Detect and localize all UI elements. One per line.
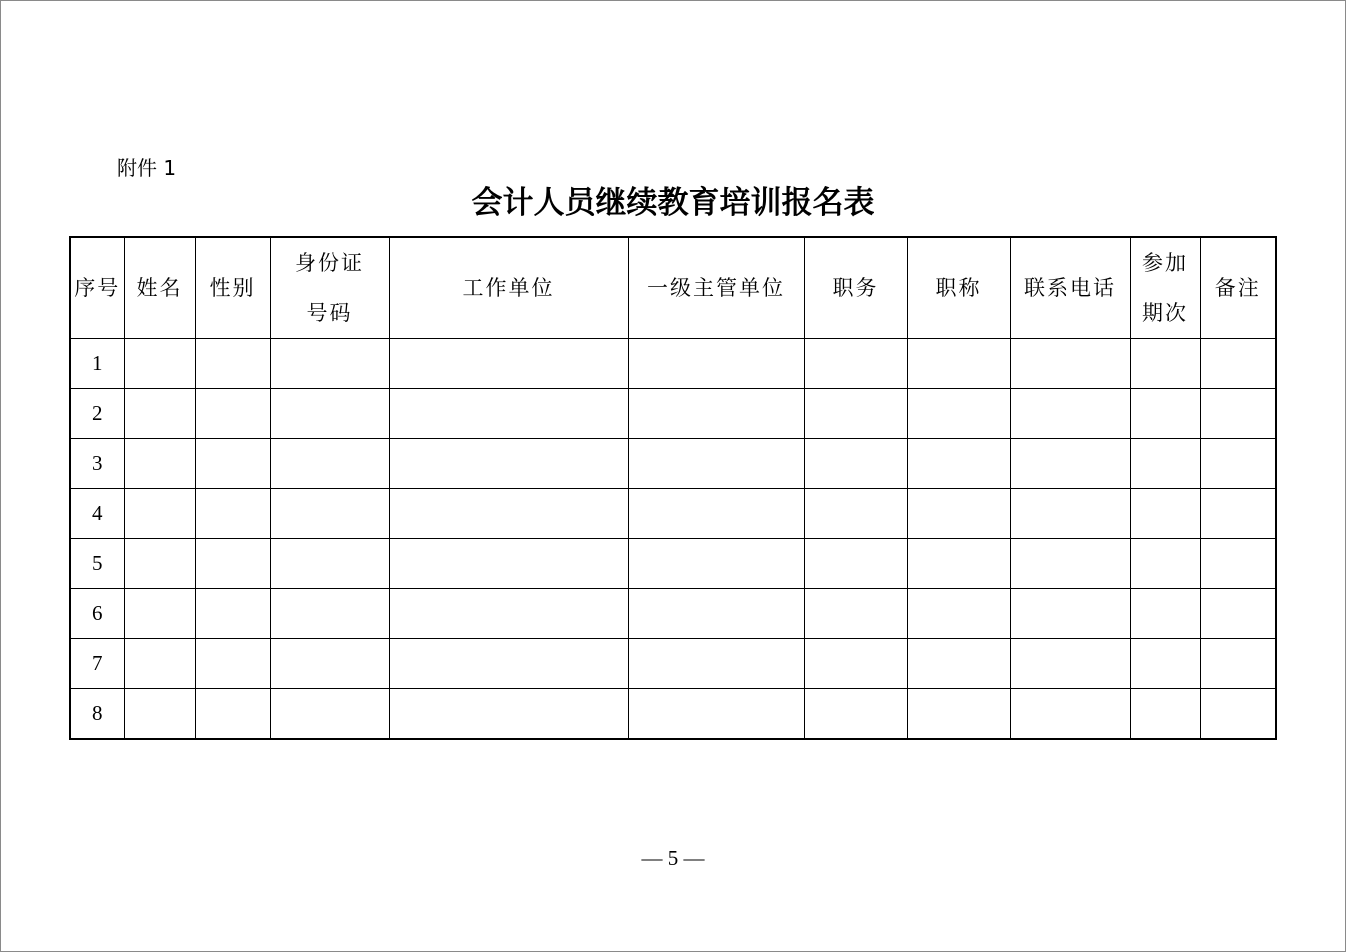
table-cell-position — [804, 439, 907, 489]
table-cell-professional-title — [907, 689, 1010, 740]
table-cell-employer — [389, 539, 628, 589]
table-cell-employer — [389, 589, 628, 639]
table-cell-supervisor — [628, 589, 804, 639]
table-cell-employer — [389, 389, 628, 439]
table-cell-employer — [389, 439, 628, 489]
column-header-label: 参加 — [1142, 251, 1188, 275]
table-cell-name — [124, 339, 195, 389]
table-cell-id-number — [270, 689, 389, 740]
page-title: 会计人员继续教育培训报名表 — [471, 185, 875, 221]
table-cell-gender — [195, 389, 270, 439]
table-cell-session — [1130, 439, 1200, 489]
column-header-label: 工作单位 — [462, 276, 555, 300]
table-cell-employer — [389, 639, 628, 689]
table-row — [70, 539, 1276, 589]
column-header-label: 一级主管单位 — [647, 276, 785, 300]
column-header-id-number — [270, 237, 389, 339]
column-header-employer — [389, 237, 628, 339]
table-cell-supervisor — [628, 639, 804, 689]
table-row — [70, 489, 1276, 539]
table-cell-professional-title — [907, 339, 1010, 389]
table-cell-gender — [195, 439, 270, 489]
page-number: — 5 — — [641, 846, 705, 870]
table-cell-professional-title — [907, 589, 1010, 639]
table-cell-professional-title — [907, 639, 1010, 689]
column-header-gender — [195, 237, 270, 339]
table-cell-id-number — [270, 339, 389, 389]
table-cell-remarks — [1200, 439, 1276, 489]
table-cell-gender — [195, 639, 270, 689]
row-number-cell: 7 — [70, 639, 124, 689]
table-cell-name — [124, 389, 195, 439]
table-cell-name — [124, 439, 195, 489]
table-cell-session — [1130, 489, 1200, 539]
table-body — [70, 339, 1276, 740]
table-row — [70, 639, 1276, 689]
table-cell-supervisor — [628, 689, 804, 740]
column-header-label: 期次 — [1142, 301, 1188, 325]
table-cell-phone — [1010, 489, 1130, 539]
table-cell-name — [124, 639, 195, 689]
table-cell-professional-title — [907, 489, 1010, 539]
table-cell-professional-title — [907, 389, 1010, 439]
column-header-label: 备注 — [1214, 276, 1261, 300]
attachment-label: 附件 1 — [117, 156, 177, 180]
table-row — [70, 339, 1276, 389]
table-cell-remarks — [1200, 389, 1276, 439]
table-cell-phone — [1010, 539, 1130, 589]
table-cell-remarks — [1200, 639, 1276, 689]
column-header-label: 身份证 — [295, 251, 364, 275]
table-cell-employer — [389, 689, 628, 740]
table-cell-id-number — [270, 539, 389, 589]
table-cell-session — [1130, 589, 1200, 639]
column-header-professional-title — [907, 237, 1010, 339]
table-cell-phone — [1010, 389, 1130, 439]
table-cell-professional-title — [907, 539, 1010, 589]
column-header-label: 职务 — [832, 276, 879, 300]
table-cell-session — [1130, 639, 1200, 689]
table-row — [70, 439, 1276, 489]
table-cell-name — [124, 589, 195, 639]
column-header-seq — [70, 237, 124, 339]
table-cell-gender — [195, 689, 270, 740]
table-cell-employer — [389, 339, 628, 389]
table-cell-supervisor — [628, 389, 804, 439]
table-cell-position — [804, 589, 907, 639]
table-cell-supervisor — [628, 439, 804, 489]
column-header-label: 职称 — [935, 276, 982, 300]
table-cell-phone — [1010, 689, 1130, 740]
column-header-supervisor — [628, 237, 804, 339]
column-header-session — [1130, 237, 1200, 339]
column-header-remarks — [1200, 237, 1276, 339]
table-cell-position — [804, 639, 907, 689]
table-cell-id-number — [270, 589, 389, 639]
row-number-cell: 4 — [70, 489, 124, 539]
table-cell-phone — [1010, 339, 1130, 389]
table-cell-session — [1130, 389, 1200, 439]
table-row — [70, 389, 1276, 439]
table-cell-session — [1130, 339, 1200, 389]
row-number-cell: 3 — [70, 439, 124, 489]
row-number-cell: 6 — [70, 589, 124, 639]
row-number-cell: 8 — [70, 689, 124, 740]
table-cell-position — [804, 689, 907, 740]
row-number-cell: 1 — [70, 339, 124, 389]
registration-table — [69, 236, 1277, 740]
column-header-phone — [1010, 237, 1130, 339]
table-cell-remarks — [1200, 489, 1276, 539]
table-cell-name — [124, 489, 195, 539]
table-cell-position — [804, 539, 907, 589]
table-row — [70, 689, 1276, 740]
column-header-position — [804, 237, 907, 339]
table-cell-id-number — [270, 639, 389, 689]
table-cell-employer — [389, 489, 628, 539]
table-cell-supervisor — [628, 339, 804, 389]
table-cell-phone — [1010, 589, 1130, 639]
table-cell-remarks — [1200, 589, 1276, 639]
row-number-cell: 5 — [70, 539, 124, 589]
table-cell-position — [804, 389, 907, 439]
table-cell-gender — [195, 339, 270, 389]
table-row — [70, 589, 1276, 639]
table-cell-gender — [195, 539, 270, 589]
column-header-label: 联系电话 — [1024, 276, 1116, 300]
table-cell-supervisor — [628, 489, 804, 539]
table-cell-phone — [1010, 639, 1130, 689]
column-header-label: 性别 — [209, 276, 256, 300]
table-cell-position — [804, 489, 907, 539]
table-cell-gender — [195, 589, 270, 639]
column-header-label: 姓名 — [136, 276, 183, 300]
table-cell-remarks — [1200, 689, 1276, 740]
column-header-label: 序号 — [74, 276, 121, 300]
table-cell-remarks — [1200, 539, 1276, 589]
table-cell-gender — [195, 489, 270, 539]
table-cell-id-number — [270, 439, 389, 489]
row-number-cell: 2 — [70, 389, 124, 439]
column-header-label: 号码 — [306, 301, 353, 325]
table-cell-id-number — [270, 389, 389, 439]
table-cell-supervisor — [628, 539, 804, 589]
table-header-row — [70, 237, 1276, 339]
table-cell-session — [1130, 689, 1200, 740]
table-cell-session — [1130, 539, 1200, 589]
table-cell-phone — [1010, 439, 1130, 489]
table-cell-name — [124, 689, 195, 740]
table-cell-remarks — [1200, 339, 1276, 389]
table-cell-position — [804, 339, 907, 389]
column-header-name — [124, 237, 195, 339]
table-cell-professional-title — [907, 439, 1010, 489]
table-cell-name — [124, 539, 195, 589]
table-cell-id-number — [270, 489, 389, 539]
